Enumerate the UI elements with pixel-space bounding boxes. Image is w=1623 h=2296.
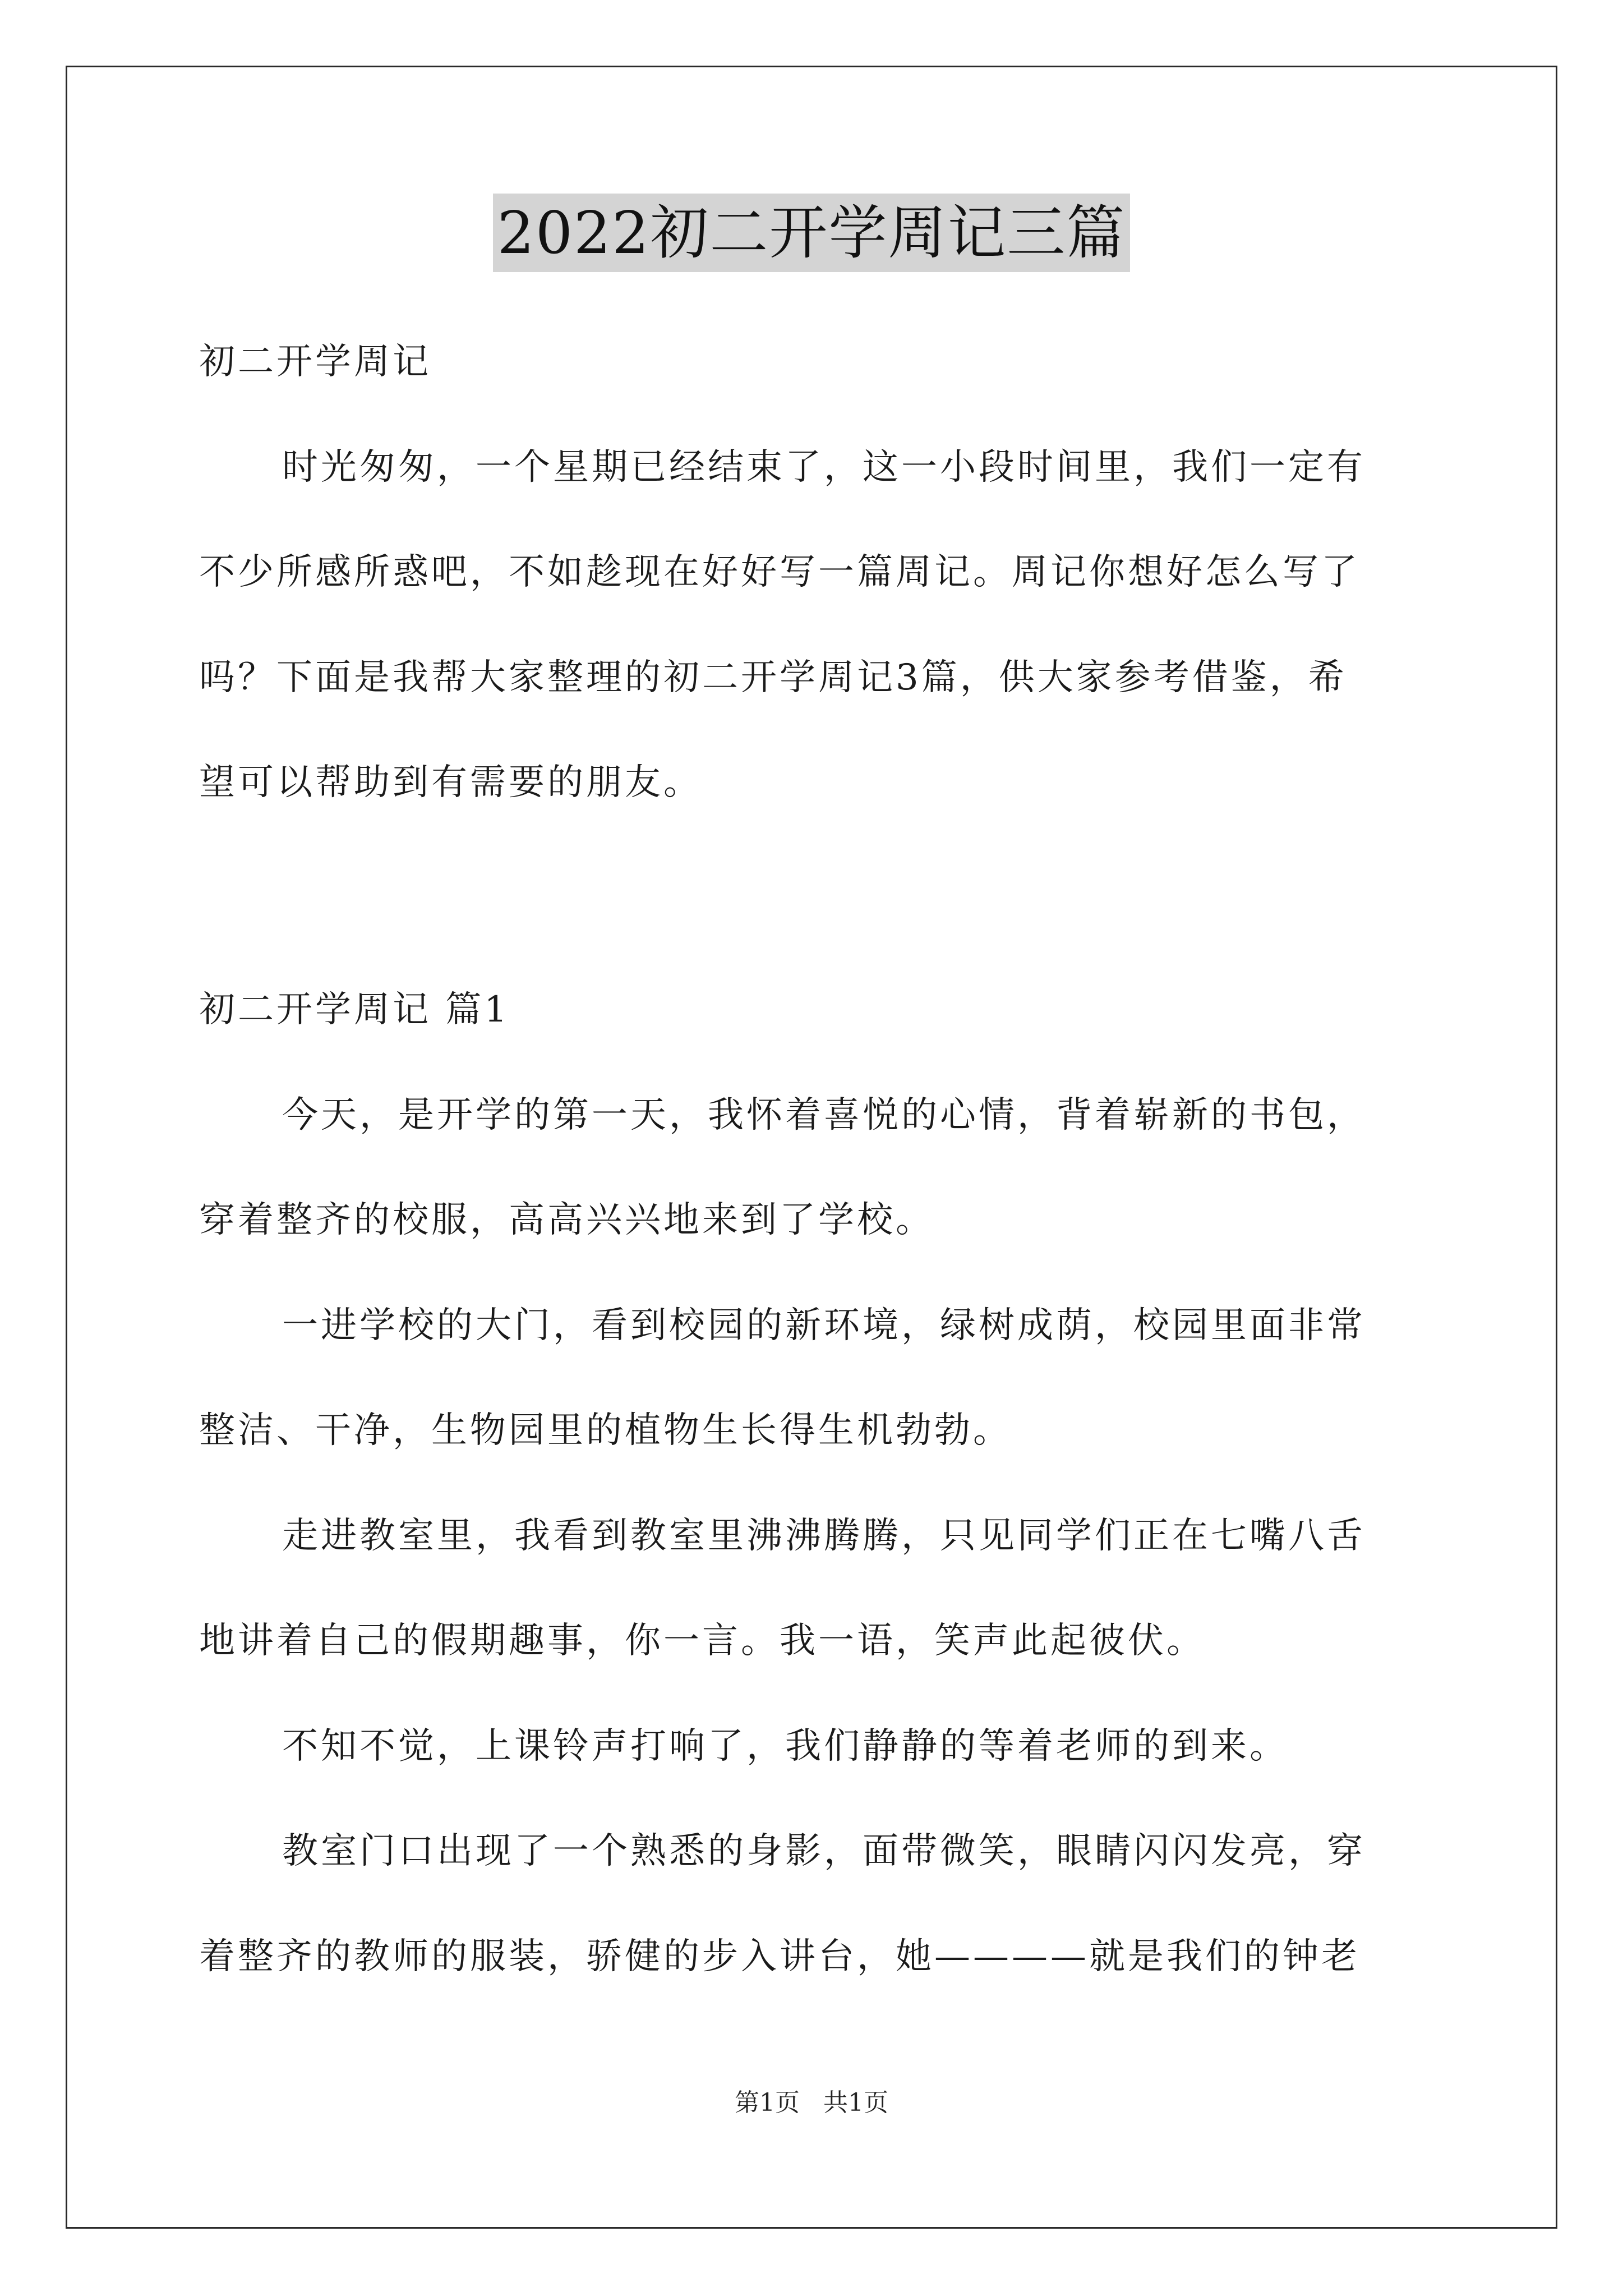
part1-line-4: 整洁、干净，生物园里的植物生长得生机勃勃。	[199, 1410, 1012, 1451]
part1-heading: 初二开学周记 篇1	[199, 989, 510, 1030]
page-footer	[0, 2082, 1623, 2118]
part1-line-2: 穿着整齐的校服，高高兴兴地来到了学校。	[199, 1199, 934, 1241]
intro-line-2: 不少所感所惑吧，不如趁现在好好写一篇周记。周记你想好怎么写了	[199, 551, 1360, 593]
page-total: 共1页	[823, 2088, 888, 2117]
part1-line-3: 一进学校的大门，看到校园的新环境，绿树成荫，校园里面非常	[282, 1305, 1366, 1346]
page-border	[66, 66, 1557, 2229]
intro-line-1: 时光匆匆，一个星期已经结束了，这一小段时间里，我们一定有	[282, 447, 1366, 488]
part1-line-1: 今天，是开学的第一天，我怀着喜悦的心情，背着崭新的书包，	[282, 1094, 1366, 1136]
part1-line-8: 教室门口出现了一个熟悉的身影，面带微笑，眼睛闪闪发亮，穿	[282, 1830, 1366, 1872]
document-title: 2022初二开学周记三篇	[493, 194, 1131, 272]
intro-line-4: 望可以帮助到有需要的朋友。	[199, 762, 702, 803]
section-heading: 初二开学周记	[199, 341, 431, 383]
part1-line-9: 着整齐的教师的服装，骄健的步入讲台，她————就是我们的钟老	[199, 1936, 1360, 1977]
part1-line-7: 不知不觉，上课铃声打响了，我们静静的等着老师的到来。	[282, 1726, 1288, 1767]
intro-line-3: 吗？下面是我帮大家整理的初二开学周记3篇，供大家参考借鉴，希	[199, 657, 1347, 698]
page-number: 第1页	[735, 2088, 800, 2117]
part1-line-6: 地讲着自己的假期趣事，你一言。我一语，笑声此起彼伏。	[199, 1620, 1205, 1662]
part1-line-5: 走进教室里，我看到教室里沸沸腾腾，只见同学们正在七嘴八舌	[282, 1515, 1366, 1557]
title-container	[0, 194, 1623, 272]
